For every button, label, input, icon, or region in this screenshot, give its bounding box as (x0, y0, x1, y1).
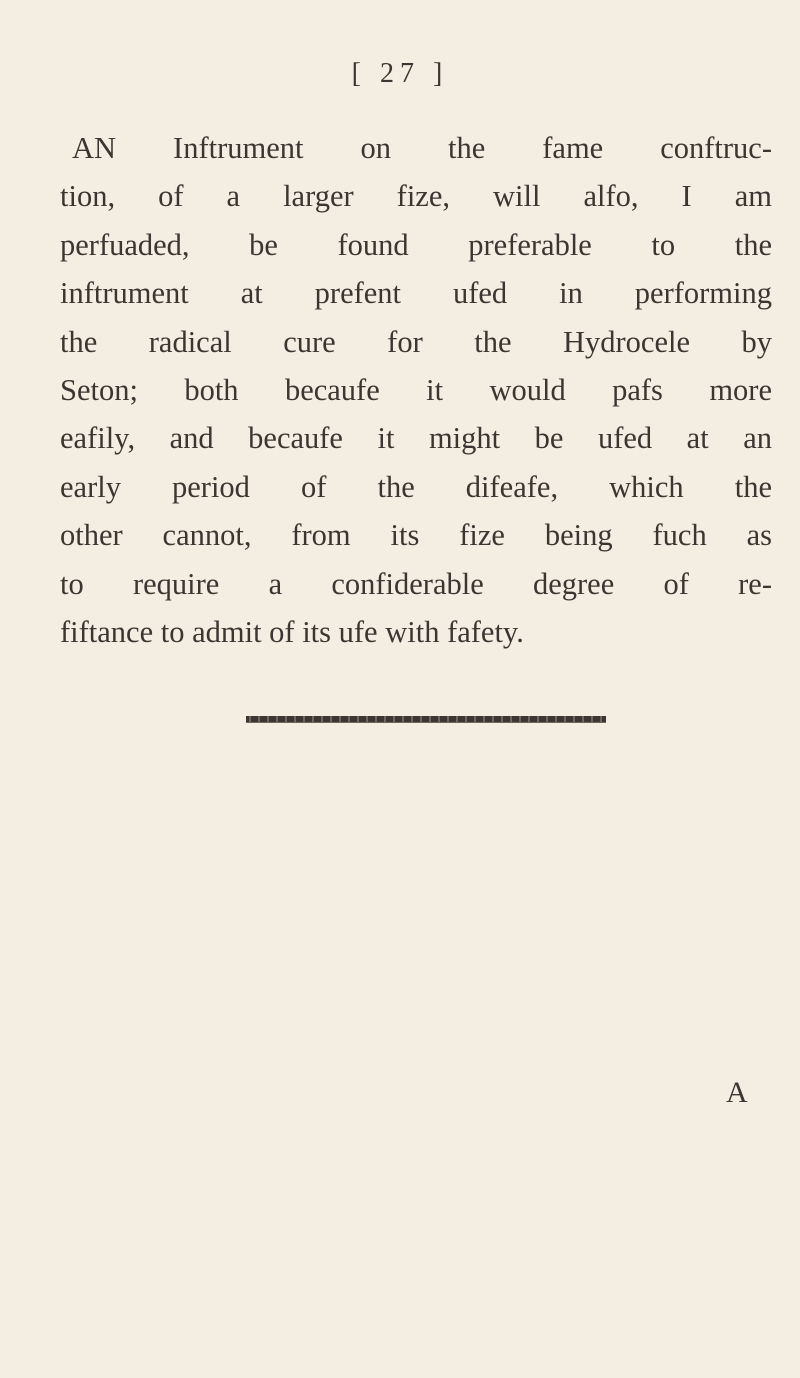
page-number: [ 27 ] (351, 58, 449, 89)
text-line: the radical cure for the Hydrocele by (60, 324, 772, 359)
text-line: other cannot, from its fize being fuch as (60, 518, 772, 553)
text-line: Seton; both becaufe it would pafs more (60, 372, 772, 407)
text-line: AN Inftrument on the fame conftruc- (72, 131, 772, 165)
text-line: perfuaded, be found preferable to the (60, 227, 772, 262)
ornamental-rule (246, 716, 606, 723)
text-line: to require a confiderable degree of re- (60, 566, 772, 601)
text-line: eafily, and becaufe it might be ufed at an (60, 421, 772, 456)
text-line: tion, of a larger fize, will alfo, I am (60, 179, 772, 214)
paragraph (60, 124, 772, 656)
catchword: A (726, 1076, 748, 1109)
text-line: fiftance to admit of its ufe with fafety. (60, 614, 524, 649)
text-line: early period of the difeafe, which the (60, 469, 772, 504)
text-line: inftrument at prefent ufed in performing (60, 276, 772, 311)
